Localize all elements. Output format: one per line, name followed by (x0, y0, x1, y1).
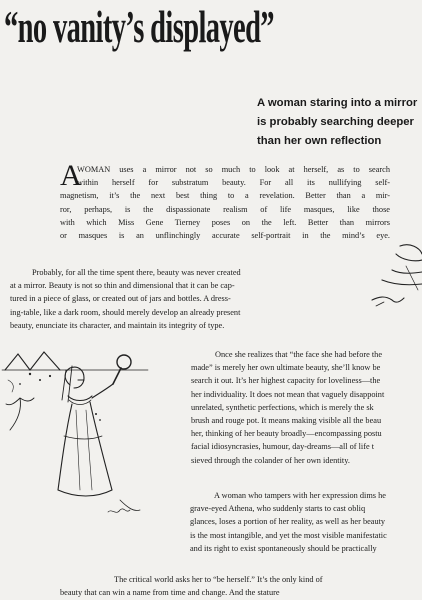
text-line: at a mirror. Beauty is not so thin and dimensional that it can be cap- (10, 281, 235, 291)
paragraph-5 (60, 573, 422, 599)
text-line: ing-table, like a dark room, should merely develop an already present (10, 307, 241, 317)
text-line: made” is merely her own ultimate beauty, she’ll know be (191, 363, 381, 373)
headline (4, 1, 274, 52)
paragraph-1 (60, 159, 390, 242)
text-line: or masques is an unflinchingly accurate self-portrait in the mind’s eye. (60, 231, 390, 241)
woman-with-mirror-illustration (0, 340, 150, 540)
text-line: brush and rouge pot. It means making visible all the beau (191, 416, 382, 426)
text-line: Once she realizes that “the face she had before the (215, 350, 382, 359)
drop-cap: A (60, 159, 82, 192)
text-line: The critical world asks her to “be herself.” It’s the only kind of (114, 575, 323, 584)
paragraph-3 (191, 348, 422, 467)
text-line: within herself for substratum beauty. For all its nullifying self- (77, 178, 390, 188)
text-line: with which Miss Gene Tierney poses on the left. Better than mirrors (60, 217, 390, 227)
deck-line: is probably searching deeper (257, 116, 414, 128)
text-line: unrelated, synthetic perfections, which is merely the sk (191, 402, 374, 412)
text-line: grave-eyed Athena, who suddenly starts to cast obliq (190, 504, 366, 514)
decorative-figure-illustration (370, 240, 422, 320)
text-line: magnetism, it’s the next best thing to a revelation. Better than a mir- (60, 191, 390, 201)
headline-text: “no vanity’s displayed” (4, 1, 274, 52)
deck-line: A woman staring into a mirror (257, 97, 418, 109)
text-line: facial idiosyncrasies, humour, day-dreams—all of life t (191, 442, 375, 452)
text-line: sieved through the colander of her own identity. (191, 455, 350, 465)
text-line: and its right to exist spontaneously should be practically (190, 543, 377, 553)
text-line: A woman who tampers with her expression dims he (214, 491, 386, 500)
text-line: search it out. It’s her highest capacity for loveliness—the (191, 376, 381, 386)
text-line: tured in a piece of glass, or created out of jars and bottles. A dress- (10, 294, 231, 304)
text-line: her individuality. It does not mean that vaguely disappoint (191, 389, 385, 399)
deck-subtitle (257, 94, 417, 151)
text-line: beauty, enunciate its character, and maintain its integrity of type. (10, 320, 225, 330)
text-line: ror, perhaps, is the dispassionate realism of life masques, like those (60, 204, 390, 214)
text-line: beauty that can win a name from time and change. And the stature (60, 588, 280, 598)
text-line: WOMAN uses a mirror not so much to look at herself, as to search (77, 165, 390, 174)
text-line: her, thinking of her beauty broadly—encompassing postu (191, 429, 382, 439)
text-line: is the most intangible, and yet the most visible manifestatic (190, 530, 387, 540)
text-line: Probably, for all the time spent there, beauty was never created (32, 268, 241, 277)
deck-line: than her own reflection (257, 135, 382, 147)
paragraph-2 (10, 266, 388, 332)
text-line: glances, loses a portion of her reality, as well as her beauty (190, 517, 386, 527)
paragraph-4 (190, 489, 422, 555)
